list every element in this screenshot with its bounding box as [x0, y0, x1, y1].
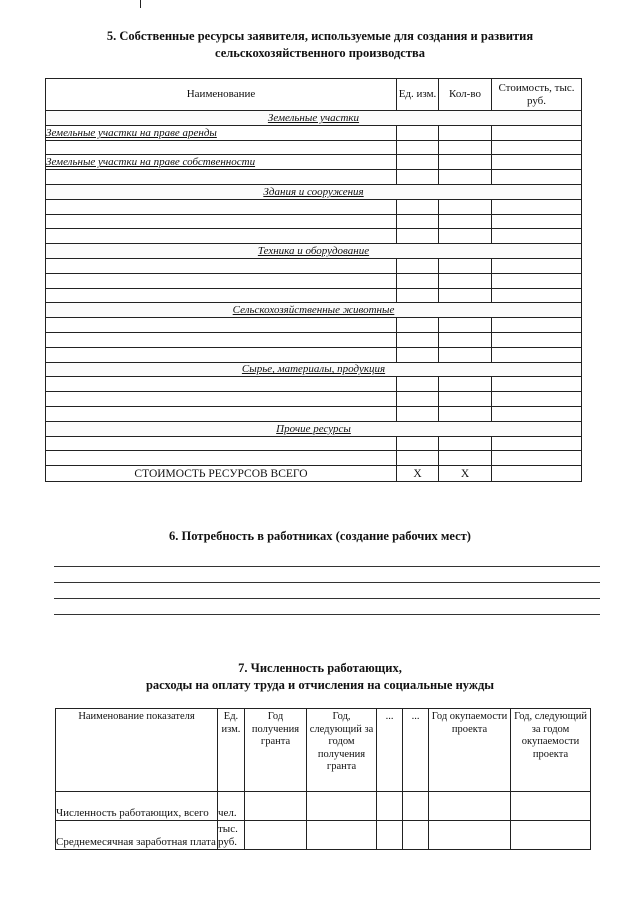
col-header-name: Наименование: [46, 79, 397, 111]
qty-cell[interactable]: [439, 273, 492, 288]
blank-row: [46, 170, 582, 185]
qty-cell[interactable]: [439, 436, 492, 451]
qty-cell[interactable]: [439, 170, 492, 185]
resources-table: [45, 78, 582, 482]
cost-cell[interactable]: [492, 288, 582, 303]
name-cell[interactable]: [46, 214, 397, 229]
staff-col-grant-year: Год получения гранта: [245, 709, 307, 792]
cost-cell[interactable]: [492, 451, 582, 466]
staff-indicator-unit: чел.: [218, 792, 245, 821]
staff-value-cell[interactable]: [245, 792, 307, 821]
staff-col-after-payback: Год, следующий за годом окупаемости проекта: [511, 709, 591, 792]
qty-cell[interactable]: [439, 199, 492, 214]
name-cell[interactable]: [46, 451, 397, 466]
name-cell[interactable]: [46, 140, 397, 155]
section-heading-row: [46, 421, 582, 436]
unit-cell[interactable]: [397, 229, 439, 244]
resource-item-row: [46, 125, 582, 140]
name-cell[interactable]: [46, 392, 397, 407]
qty-cell[interactable]: [439, 140, 492, 155]
staff-value-cell[interactable]: [307, 821, 377, 850]
total-cost-cell[interactable]: [492, 466, 582, 482]
staff-col-next-year: Год, следующий за годом получения гранта: [307, 709, 377, 792]
name-cell[interactable]: [46, 170, 397, 185]
section7-title-line1: 7. Численность работающих,: [238, 661, 402, 675]
unit-cell[interactable]: [397, 288, 439, 303]
blank-row: [46, 392, 582, 407]
staff-value-cell[interactable]: [377, 821, 403, 850]
cost-cell[interactable]: [492, 318, 582, 333]
cost-cell[interactable]: [492, 229, 582, 244]
qty-cell[interactable]: [439, 318, 492, 333]
cost-cell[interactable]: [492, 377, 582, 392]
name-cell[interactable]: [46, 288, 397, 303]
staff-col-ellipsis-1: ...: [377, 709, 403, 792]
total-row: [46, 466, 582, 482]
resource-item-label: Земельные участки на праве собственности: [46, 155, 397, 170]
unit-cell[interactable]: [397, 451, 439, 466]
qty-cell[interactable]: [439, 125, 492, 140]
staff-col-name: Наименование показателя: [56, 709, 218, 792]
unit-cell[interactable]: [397, 332, 439, 347]
qty-cell[interactable]: [439, 347, 492, 362]
blank-row: [46, 318, 582, 333]
cost-cell[interactable]: [492, 155, 582, 170]
resource-item-label: Земельные участки на праве аренды: [46, 125, 397, 140]
section-heading: Здания и сооружения: [46, 184, 582, 199]
blank-row: [46, 273, 582, 288]
unit-cell[interactable]: [397, 199, 439, 214]
cost-cell[interactable]: [492, 436, 582, 451]
unit-cell[interactable]: [397, 436, 439, 451]
total-label: СТОИМОСТЬ РЕСУРСОВ ВСЕГО: [46, 466, 397, 482]
blank-row: [46, 332, 582, 347]
name-cell[interactable]: [46, 258, 397, 273]
name-cell[interactable]: [46, 406, 397, 421]
qty-cell[interactable]: [439, 155, 492, 170]
page-corner-mark: [140, 0, 141, 8]
cost-cell[interactable]: [492, 140, 582, 155]
name-cell[interactable]: [46, 273, 397, 288]
name-cell[interactable]: [46, 436, 397, 451]
cost-cell[interactable]: [492, 406, 582, 421]
section-heading-row: [46, 184, 582, 199]
section-heading: Сельскохозяйственные животные: [46, 303, 582, 318]
staff-table: [55, 708, 591, 850]
qty-cell[interactable]: [439, 229, 492, 244]
cost-cell[interactable]: [492, 125, 582, 140]
section-heading-row: [46, 111, 582, 126]
unit-cell[interactable]: [397, 170, 439, 185]
col-header-unit: Ед. изм.: [397, 79, 439, 111]
section7-title: [0, 660, 640, 694]
name-cell[interactable]: [46, 332, 397, 347]
unit-cell[interactable]: [397, 318, 439, 333]
staff-row: [56, 792, 591, 821]
workers-line-3[interactable]: [54, 598, 600, 599]
name-cell[interactable]: [46, 199, 397, 214]
qty-cell[interactable]: [439, 451, 492, 466]
blank-row: [46, 377, 582, 392]
workers-line-1[interactable]: [54, 566, 600, 567]
staff-indicator-name: Численность работающих, всего: [56, 792, 218, 821]
section-heading-row: [46, 244, 582, 259]
unit-cell[interactable]: [397, 214, 439, 229]
qty-cell[interactable]: [439, 214, 492, 229]
staff-table-body: [56, 792, 591, 850]
staff-col-unit: Ед. изм.: [218, 709, 245, 792]
name-cell[interactable]: [46, 377, 397, 392]
staff-col-payback-year: Год окупаемости проекта: [429, 709, 511, 792]
unit-cell[interactable]: [397, 406, 439, 421]
unit-cell[interactable]: [397, 258, 439, 273]
total-unit: Х: [397, 466, 439, 482]
section5-title: [0, 28, 640, 62]
blank-row: [46, 436, 582, 451]
blank-row: [46, 451, 582, 466]
workers-line-2[interactable]: [54, 582, 600, 583]
blank-row: [46, 140, 582, 155]
section-heading: Техника и оборудование: [46, 244, 582, 259]
section-heading: Сырье, материалы, продукция: [46, 362, 582, 377]
qty-cell[interactable]: [439, 377, 492, 392]
qty-cell[interactable]: [439, 258, 492, 273]
resources-table-body: [46, 111, 582, 466]
staff-value-cell[interactable]: [403, 792, 429, 821]
section7-title-line2: расходы на оплату труда и отчисления на социальные нужды: [145, 678, 495, 692]
name-cell[interactable]: [46, 347, 397, 362]
staff-table-header: [56, 709, 591, 792]
section6-title: 6. Потребность в работниках (создание рабочих мест): [169, 529, 471, 543]
blank-row: [46, 258, 582, 273]
staff-row: [56, 821, 591, 850]
cost-cell[interactable]: [492, 273, 582, 288]
cost-cell[interactable]: [492, 214, 582, 229]
unit-cell[interactable]: [397, 125, 439, 140]
staff-value-cell[interactable]: [245, 821, 307, 850]
unit-cell[interactable]: [397, 155, 439, 170]
cost-cell[interactable]: [492, 332, 582, 347]
cost-cell[interactable]: [492, 258, 582, 273]
blank-row: [46, 229, 582, 244]
col-header-qty: Кол-во: [439, 79, 492, 111]
name-cell[interactable]: [46, 229, 397, 244]
section-heading: Земельные участки: [46, 111, 582, 126]
unit-cell[interactable]: [397, 273, 439, 288]
col-header-cost: Стоимость, тыс. руб.: [492, 79, 582, 111]
cost-cell[interactable]: [492, 170, 582, 185]
staff-indicator-name: Среднемесячная заработная плата: [56, 821, 218, 850]
name-cell[interactable]: [46, 318, 397, 333]
unit-cell[interactable]: [397, 347, 439, 362]
section5-title-line1: 5. Собственные ресурсы заявителя, используемые для создания и развития: [106, 29, 534, 43]
blank-row: [46, 199, 582, 214]
section-heading-row: [46, 362, 582, 377]
cost-cell[interactable]: [492, 392, 582, 407]
staff-col-ellipsis-2: ...: [403, 709, 429, 792]
section5-title-line2: сельскохозяйственного производства: [215, 46, 425, 60]
staff-value-cell[interactable]: [307, 792, 377, 821]
blank-row: [46, 406, 582, 421]
qty-cell[interactable]: [439, 332, 492, 347]
resource-item-row: [46, 155, 582, 170]
cost-cell[interactable]: [492, 199, 582, 214]
staff-value-cell[interactable]: [429, 792, 511, 821]
blank-row: [46, 288, 582, 303]
cost-cell[interactable]: [492, 347, 582, 362]
staff-value-cell[interactable]: [377, 792, 403, 821]
staff-indicator-unit: тыс. руб.: [218, 821, 245, 850]
total-qty: Х: [439, 466, 492, 482]
blank-row: [46, 347, 582, 362]
section-heading: Прочие ресурсы: [46, 421, 582, 436]
unit-cell[interactable]: [397, 140, 439, 155]
section-heading-row: [46, 303, 582, 318]
staff-value-cell[interactable]: [511, 821, 591, 850]
qty-cell[interactable]: [439, 392, 492, 407]
staff-value-cell[interactable]: [429, 821, 511, 850]
workers-line-4[interactable]: [54, 614, 600, 615]
qty-cell[interactable]: [439, 406, 492, 421]
unit-cell[interactable]: [397, 377, 439, 392]
staff-value-cell[interactable]: [511, 792, 591, 821]
staff-value-cell[interactable]: [403, 821, 429, 850]
unit-cell[interactable]: [397, 392, 439, 407]
blank-row: [46, 214, 582, 229]
qty-cell[interactable]: [439, 288, 492, 303]
